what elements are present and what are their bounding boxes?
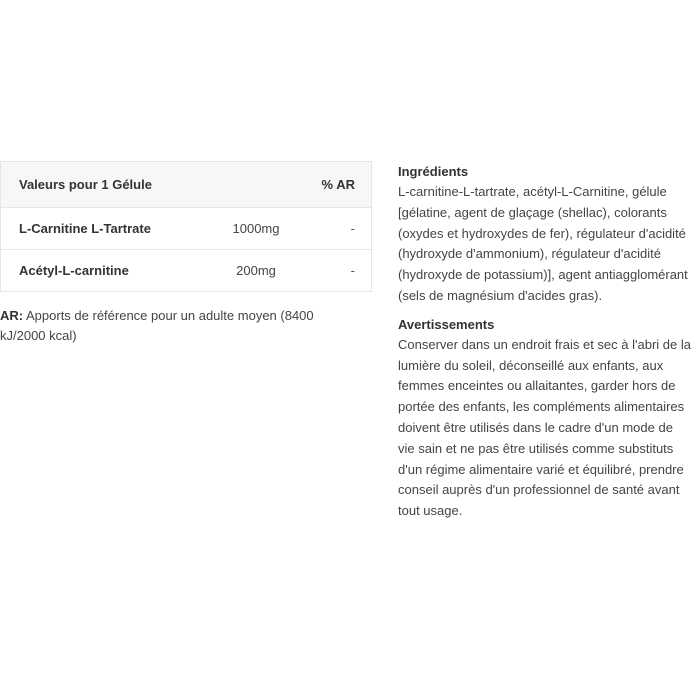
ingredients-text: L-carnitine-L-tartrate, acétyl-L-Carnitine, gélule [gélatine, agent de glaçage (shellac), colorants (oxydes et hydroxydes de fer), régulateur d'acidité (hydroxyde d'ammonium), régulateur d'acidité (hydroxyde de potassium)], agent antiagglomérant (sels de magnésium d'acides gras). [398, 184, 688, 303]
warnings-title: Avertissements [398, 316, 495, 332]
nutrition-table [0, 161, 372, 292]
ingredients-title: Ingrédients [398, 164, 469, 179]
header-label: Valeurs pour 1 Gélule [19, 177, 152, 192]
ar-note-key: AR: [0, 308, 24, 323]
product-info-column [398, 162, 693, 522]
row-amount: 200mg [236, 263, 276, 278]
row-name: L-Carnitine L-Tartrate [19, 221, 151, 236]
ar-note [0, 306, 340, 346]
nutrition-table-header [1, 162, 371, 207]
ar-note-text: Apports de référence pour un adulte moyen (8400 kJ/2000 kcal) [0, 308, 314, 343]
table-row [1, 249, 371, 291]
header-ar: % AR [321, 177, 355, 192]
row-name: Acétyl-L-carnitine [19, 263, 129, 278]
table-row [1, 207, 371, 249]
warnings-text: Conserver dans un endroit frais et sec à l'abri de la lumière du soleil, déconseillé aux enfants, aux femmes enceintes ou allaitantes, garder hors de portée des enfants, les compléments alimentaires doivent être utilisés dans le cadre d'un mode de vie sain et ne pas être utilisés comme substituts d'un régime alimentaire varié et équilibré, prendre conseil auprès d'un professionnel de santé avant tout usage. [398, 336, 691, 519]
row-ar: - [350, 263, 355, 278]
row-ar: - [350, 221, 355, 236]
row-amount: 1000mg [232, 221, 280, 236]
